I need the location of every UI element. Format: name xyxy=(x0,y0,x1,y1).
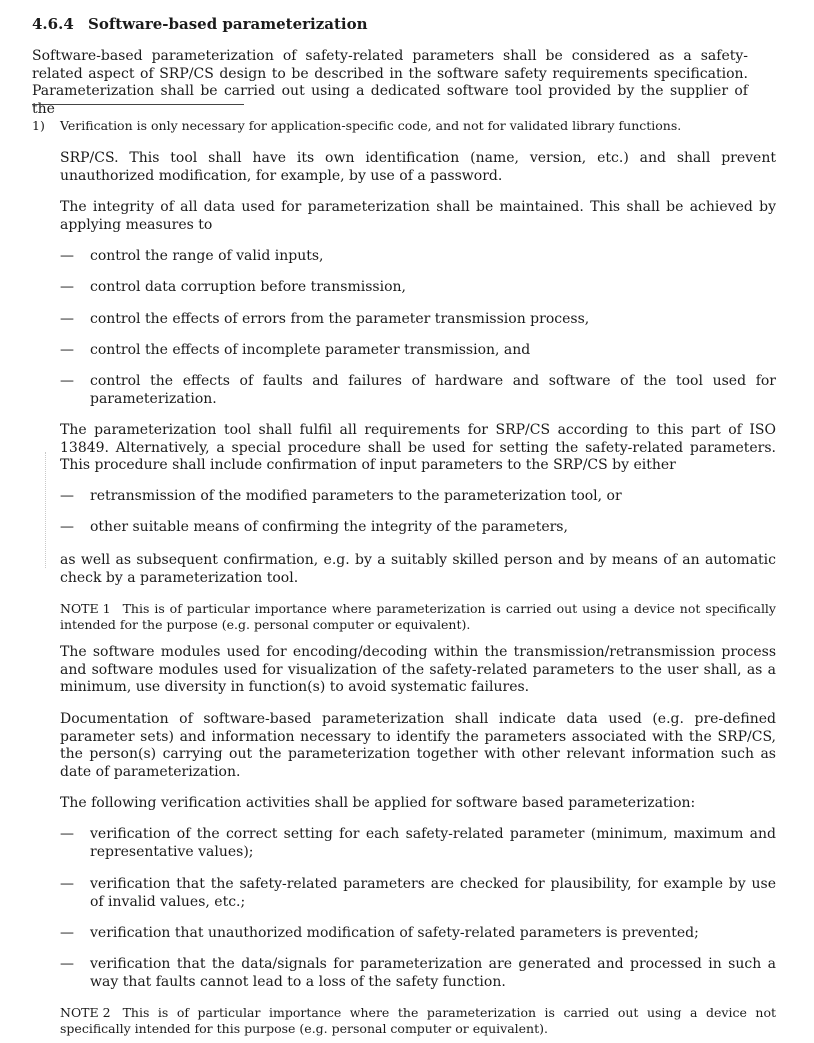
paragraph-data-integrity: The integrity of all data used for parameterization shall be maintained. This shall be achieved by applying measures to xyxy=(60,199,776,233)
dash-bullet: — xyxy=(60,826,74,842)
margin-mark xyxy=(45,452,46,568)
paragraph-documentation: Documentation of software-based parameterization shall indicate data used (e.g. pre-defined parameter sets) and information necessary to identify the parameters associated with the SRP/CS, the person(s) carrying out the parameterization together with other relevant information such as date of parameterization. xyxy=(60,711,776,780)
paragraph-tool-identification: SRP/CS. This tool shall have its own identification (name, version, etc.) and shall prevent unauthorized modification, for example, by use of a password. xyxy=(60,150,776,184)
list-item xyxy=(60,826,776,861)
list-item xyxy=(60,956,776,991)
list-item-text: other suitable means of confirming the integrity of the parameters, xyxy=(90,519,568,535)
list-item-text: verification that unauthorized modification of safety-related parameters is prevented; xyxy=(90,925,699,941)
dash-bullet: — xyxy=(60,279,74,295)
list-item-text: control the effects of errors from the parameter transmission process, xyxy=(90,311,590,327)
list-item xyxy=(60,488,776,506)
dash-bullet: — xyxy=(60,956,74,972)
footnote-separator xyxy=(32,104,244,105)
list-item-text: control the effects of incomplete parameter transmission, and xyxy=(90,342,531,358)
list-item-text: verification of the correct setting for each safety-related parameter (minimum, maximum and representative values); xyxy=(90,826,776,860)
paragraph-verification-intro: The following verification activities shall be applied for software based parameterization: xyxy=(60,795,696,811)
footnote xyxy=(32,117,792,134)
dash-bullet: — xyxy=(60,925,74,941)
list-item-text: control the effects of faults and failures of hardware and software of the tool used for parameterization. xyxy=(90,373,776,407)
note-2 xyxy=(60,1005,776,1037)
dash-bullet: — xyxy=(60,488,74,504)
paragraph-software-modules: The software modules used for encoding/decoding within the transmission/retransmission process and software modules used for visualization of the safety-related parameters to the user shall, as a minimum, use diversity in function(s) to avoid systematic failures. xyxy=(60,644,776,695)
section-number: 4.6.4 xyxy=(32,15,74,33)
list-item xyxy=(60,876,776,911)
dash-bullet: — xyxy=(60,519,74,535)
paragraph-parameterization-tool: The parameterization tool shall fulfil all requirements for SRP/CS according to this part of ISO 13849. Alternatively, a special procedure shall be used for setting the safety-related parameters. This procedure shall include confirmation of input parameters to the SRP/CS by either xyxy=(60,422,776,473)
list-item xyxy=(60,279,776,297)
dash-bullet: — xyxy=(60,373,74,389)
dash-bullet: — xyxy=(60,248,74,264)
dash-bullet: — xyxy=(60,342,74,358)
dash-bullet: — xyxy=(60,876,74,892)
list-item xyxy=(60,311,776,329)
list-item-text: verification that the safety-related parameters are checked for plausibility, for example by use of invalid values, etc.; xyxy=(90,876,776,910)
list-item-text: control the range of valid inputs, xyxy=(90,248,324,264)
footnote-marker: 1) xyxy=(32,118,45,133)
list-item xyxy=(60,342,776,360)
list-item xyxy=(60,925,776,943)
paragraph-subsequent-confirmation: as well as subsequent confirmation, e.g. by a suitably skilled person and by means of an automatic check by a parameterization tool. xyxy=(60,552,776,586)
list-item xyxy=(60,519,776,537)
list-item xyxy=(60,248,776,266)
note-2-label: NOTE 2 xyxy=(60,1005,111,1020)
note-1-label: NOTE 1 xyxy=(60,601,111,616)
section-title: Software-based parameterization xyxy=(88,15,368,33)
list-item-text: control data corruption before transmission, xyxy=(90,279,406,295)
dash-bullet: — xyxy=(60,311,74,327)
note-2-text: This is of particular importance where the parameterization is carried out using a device not specifically intended for this purpose (e.g. personal computer or equivalent). xyxy=(60,1005,776,1036)
section-heading xyxy=(32,14,368,34)
footnote-text: Verification is only necessary for application-specific code, and not for validated library functions. xyxy=(60,118,682,133)
note-1 xyxy=(60,601,776,633)
list-item-text: verification that the data/signals for parameterization are generated and processed in such a way that faults cannot lead to a loss of the safety function. xyxy=(90,956,776,990)
list-item-text: retransmission of the modified parameters to the parameterization tool, or xyxy=(90,488,622,504)
intro-paragraph: Software-based parameterization of safety-related parameters shall be considered as a safety-related aspect of SRP/CS design to be described in the software safety requirements specification. Parameterization shall be carried out using a dedicated software tool provided by the supplier of the xyxy=(32,48,748,117)
note-1-text: This is of particular importance where parameterization is carried out using a device not specifically intended for the purpose (e.g. personal computer or equivalent). xyxy=(60,601,776,632)
list-item xyxy=(60,373,776,408)
